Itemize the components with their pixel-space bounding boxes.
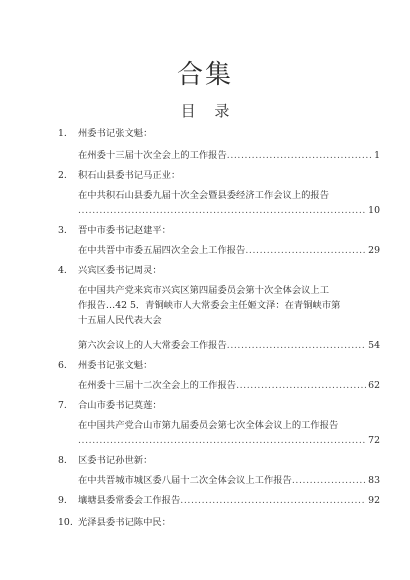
toc-entry-title: 在州委十三届十二次全会上的工作报告: [78, 380, 237, 391]
leader-dots: [245, 244, 366, 258]
leader-dots: [292, 474, 366, 488]
toc-entry-title: 十五届人民代表大会: [78, 315, 162, 326]
toc-entry-title: 在中共积石山县委九届十次全会暨县委经济工作会议上的报告: [78, 190, 330, 201]
toc-entry-title: 在中共晋中市委五届四次全会上工作报告: [78, 245, 246, 256]
leader-dots: [227, 149, 372, 163]
toc-entry-author: 光泽县委书记陈中民：: [78, 517, 171, 528]
toc-entry-author: 合山市委书记莫莲：: [78, 400, 162, 411]
toc-entry-number: 3.: [58, 225, 67, 236]
toc-entry-title: 壤塘县委常委会工作报告: [78, 495, 181, 506]
toc-page-number: 29: [368, 245, 380, 256]
toc-entry-number: 10.: [58, 517, 73, 528]
toc-page-number: 62: [368, 380, 380, 391]
toc-entry-author: 积石山县委书记马正业：: [78, 170, 181, 181]
leader-dots: [236, 379, 366, 393]
toc-entry-author: 州委书记张文魁：: [78, 360, 153, 371]
toc-entry-number: 4.: [58, 265, 67, 276]
toc-heading: 目 录: [180, 102, 230, 120]
leader-dots: [180, 494, 366, 508]
toc-page-number: 54: [368, 340, 380, 351]
toc-page-number: 92: [368, 495, 380, 506]
toc-entry-number: 7.: [58, 400, 67, 411]
toc-entry-author: 兴宾区委书记周灵：: [78, 265, 162, 276]
toc-entry-title: 在中国共产党合山市第九届委员会第七次全体会议上的工作报告: [78, 420, 339, 431]
toc-entry-title: 在中共晋城市城区委八届十二次全体会议上工作报告: [78, 475, 292, 486]
toc-entry-number: 9.: [58, 495, 67, 506]
toc-page-number: 10: [368, 205, 380, 216]
toc-entry-author: 州委书记张文魁：: [78, 128, 153, 139]
toc-page-number: 72: [368, 435, 380, 446]
toc-entry-title: 在州委十三届十次全会上的工作报告: [78, 150, 227, 161]
leader-dots: [78, 434, 366, 448]
toc-entry-title: 第六次会议上的人大常委会工作报告: [78, 340, 227, 351]
toc-entry-author: 晋中市委书记赵建平：: [78, 225, 171, 236]
toc-page-number: 83: [368, 475, 380, 486]
toc-entry-number: 2.: [58, 170, 67, 181]
leader-dots: [78, 204, 366, 218]
toc-entry-number: 8.: [58, 455, 67, 466]
document-title: 合集: [176, 60, 233, 90]
toc-entry-title: 作报告…42 5．青铜峡市人大常委会主任姬文泽：在青铜峡市第: [78, 300, 341, 311]
toc-entry-title: 在中国共产党来宾市兴宾区第四届委员会第十次全体会议上工: [78, 285, 330, 296]
toc-entry-number: 1.: [58, 128, 67, 139]
leader-dots: [227, 339, 366, 353]
toc-page-number: 1: [374, 150, 380, 161]
toc-entry-author: 区委书记孙世新：: [78, 455, 153, 466]
toc-entry-number: 6.: [58, 360, 67, 371]
